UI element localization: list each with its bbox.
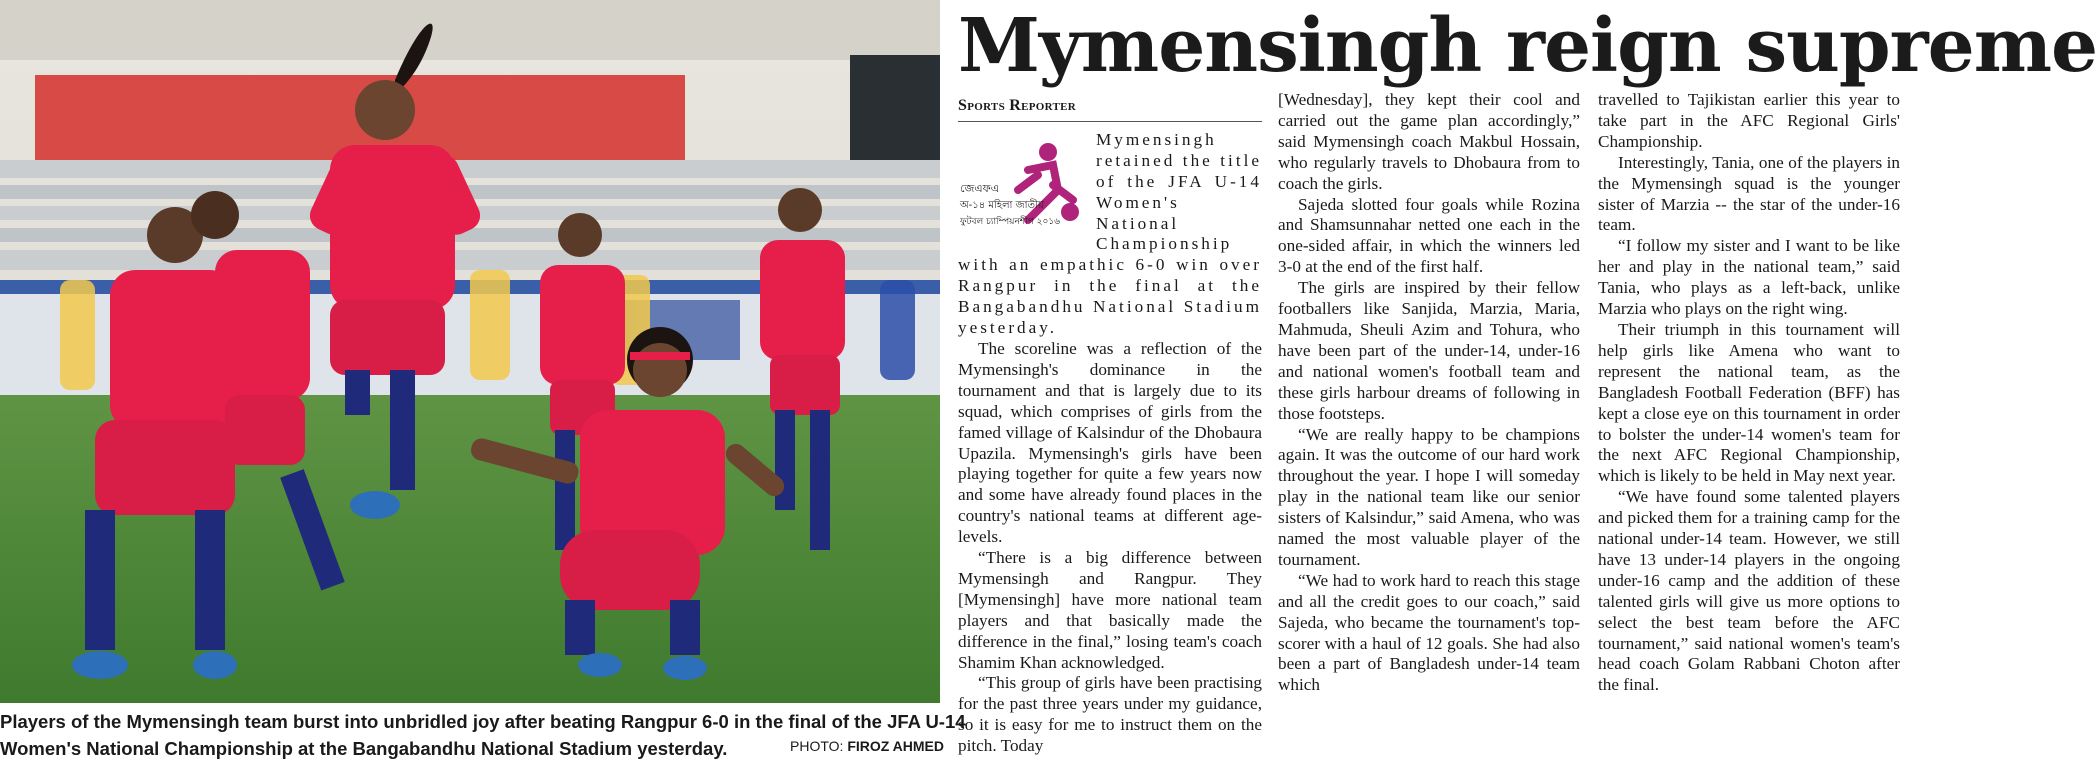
paragraph: “I follow my sister and I want to be like her and play in the national team,” said Tania, who plays as a left-back, unlike Marzia who plays on the right wing.	[1598, 236, 1900, 319]
article-column-2	[1278, 90, 1580, 696]
paragraph: Their triumph in this tournament will help girls like Amena who want to represent the national team, as the Bangladesh Football Federation (BFF) has kept a close eye on this tournament in order to bolster the under-14 women's team for the next AFC Regional Championship, which is likely to be held in May next year.	[1598, 319, 1900, 486]
paragraph: Mymensingh retained the title of the JFA U-14 Women's National Championship with an empathic 6-0 win over Rangpur in the final at the Bangabandhu National Stadium yesterday.	[958, 129, 1262, 338]
paragraph: [Wednesday], they kept their cool and carried out the game plan accordingly,” said Mymensingh coach Makbul Hossain, who regularly travels to Dhobaura from to coach the girls.	[1278, 90, 1580, 193]
caption-line-2: Women's National Championship at the Bangabandhu National Stadium yesterday.	[0, 738, 728, 759]
logo-text-2: অ-১৪ মহিলা জাতীয়	[960, 199, 1044, 211]
paragraph: travelled to Tajikistan earlier this year to take part in the AFC Regional Girls' Championship.	[1598, 90, 1900, 151]
paragraph: “There is a big difference between Mymensingh and Rangpur. They [Mymensingh] have more national team players and that basically made the difference in the final,” losing team's coach Shamim Khan acknowledged.	[958, 548, 1262, 672]
caption-line-1: Players of the Mymensingh team burst into unbridled joy after beating Rangpur 6-0 in the final of the JFA U-14	[0, 711, 966, 732]
photo-credit	[790, 738, 944, 754]
byline: Sports Reporter	[958, 96, 1262, 122]
photo-credit-name: FIROZ AHMED	[847, 738, 945, 754]
paragraph: “We have found some talented players and picked them for a training camp for the national under-14 team. However, we still have 13 under-14 players in the ongoing under-16 camp and the addition of these talented girls will give us more options to select the best team before the AFC tournament,” said national women's team's head coach Golam Rabbani Choton after the final.	[1598, 487, 1900, 695]
paragraph: Sajeda slotted four goals while Rozina and Shamsunnahar netted one each in the one-sided affair, in which the winners led 3-0 at the end of the first half.	[1278, 194, 1580, 277]
championship-logo-icon	[958, 130, 1088, 240]
paragraph: Interestingly, Tania, one of the players in the Mymensingh squad is the younger sister of Marzia -- the star of the under-16 team.	[1598, 152, 1900, 235]
paragraph: “We are really happy to be champions again. It was the outcome of our hard work throughout the year. I hope I will someday play in the national team like our senior sisters of Kalsindur,” said Amena, who was named the most valuable player of the tournament.	[1278, 424, 1580, 569]
logo-text-1: জেএফএ	[960, 181, 1000, 195]
news-photo	[0, 0, 940, 703]
celebrating-players-photo	[0, 0, 940, 703]
logo-text-3: ফুটবল চ্যাম্পিয়নশীপ ২০১৬	[960, 216, 1061, 227]
paragraph: The girls are inspired by their fellow footballers like Sanjida, Marzia, Maria, Mahmuda, Sheuli Azim and Tohura, who have been part of the under-14, under-16 and national women's football team and these girls harbour dreams of following in those footsteps.	[1278, 278, 1580, 423]
paragraph: “This group of girls have been practising for the past three years under my guidance, so it is easy for me to instruct them on the pitch. Today	[958, 673, 1262, 756]
paragraph: “We had to work hard to reach this stage and all the credit goes to our coach,” said Sajeda, who became the tournament's top-scorer with a haul of 12 goals. She had also been a part of Bangladesh under-14 team which	[1278, 570, 1580, 695]
photo-credit-label: PHOTO:	[790, 738, 844, 754]
paragraph: The scoreline was a reflection of the Mymensingh's dominance in the tournament and that is largely due to its squad, which comprises of girls from the famed village of Kalsindur of the Dhobaura Upazila. Mymensingh's girls have been playing together for quite a few years now and some have already found places in the country's national teams at different age-levels.	[958, 338, 1262, 547]
championship-logo	[958, 130, 1088, 240]
article-headline: Mymensingh reign supreme	[958, 3, 2097, 89]
article-column-3	[1598, 90, 1900, 696]
article-column-1	[958, 90, 1262, 757]
